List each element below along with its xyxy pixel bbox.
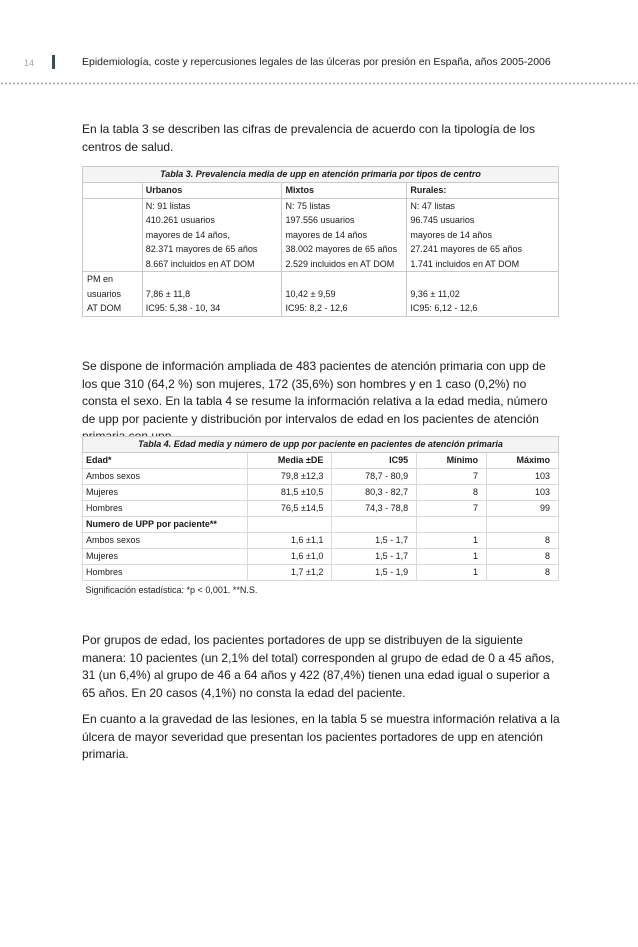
table3-info-row xyxy=(83,198,559,272)
table4-note-row xyxy=(83,581,559,599)
cell-line: PM en xyxy=(87,274,114,284)
cell-min: 1 xyxy=(417,533,487,549)
table3-header-empty xyxy=(83,183,143,199)
cell-mean: 79,8 ±12,3 xyxy=(247,469,332,485)
cell-line xyxy=(285,272,403,287)
table3-info-cell xyxy=(282,198,407,272)
table4-header-cell: Máximo xyxy=(487,453,559,469)
table3-header-cell: Rurales: xyxy=(407,183,559,199)
table4-header-cell: Edad* xyxy=(83,453,248,469)
table-row xyxy=(83,485,559,501)
cell-min: 1 xyxy=(417,549,487,565)
cell-ci: 78,7 - 80,9 xyxy=(332,469,417,485)
cell-ci: 80,3 - 82,7 xyxy=(332,485,417,501)
table3-caption-row xyxy=(83,167,559,183)
paragraph-patients-info: Se dispone de información ampliada de 483 pacientes de atención primaria con upp de los que 310 (64,2 %) son mujeres, 172 (35,6%) son hombres y en 1 caso (0,2%) no consta el sexo. En la tabla 4 se resume la información relativa a la edad media, número de upp por paciente y distribución por intervalos de edad en los pacientes de atención xyxy=(82,359,548,426)
table3-pm-row xyxy=(83,272,559,317)
cell-line: 8.667 incluidos en AT DOM xyxy=(145,258,255,269)
dotted-divider xyxy=(0,82,638,85)
cell-max: 8 xyxy=(487,565,559,581)
table4-caption: Tabla 4. Edad media y número de upp por paciente en pacientes de atención primaria xyxy=(83,437,559,453)
table-row xyxy=(83,533,559,549)
cell-max: 8 xyxy=(487,533,559,549)
pm-ci: IC95: 5,38 - 10, 34 xyxy=(145,303,221,313)
cell-max: 8 xyxy=(487,549,559,565)
table3-info-cell xyxy=(407,198,559,272)
empty-cell xyxy=(487,517,559,533)
table4-header-row xyxy=(83,453,559,469)
paragraph-age-groups: Por grupos de edad, los pacientes portadores de upp se distribuyen de la siguiente manera: 10 pacientes (un 2,1% del total) corresponden al grupo de edad de 0 a 45 años, 31 (un 6,4%) al grupo de 46 a 64 años y 422 (87,4%) tienen una edad igual o superior a 65 años. En 20 casos (4,1%) no consta la edad del paciente. xyxy=(82,633,555,700)
cell-mean: 1,7 ±1,2 xyxy=(247,565,332,581)
cell-mean: 1,6 ±1,1 xyxy=(247,533,332,549)
table4-note: Significación estadística: *p < 0,001. **N.S. xyxy=(85,585,258,595)
running-title: Epidemiología, coste y repercusiones legales de las úlceras por presión en España, años 2005-2006 xyxy=(82,56,551,68)
cell-line: 410.261 usuarios xyxy=(145,215,215,225)
empty-cell xyxy=(417,517,487,533)
cell-line: mayores de 14 años, xyxy=(145,229,230,240)
paragraph-intro-table3: En la tabla 3 se describen las cifras de prevalencia de acuerdo con la tipología de los centros de salud. xyxy=(82,122,535,154)
paragraph-severity: En cuanto a la gravedad de las lesiones, en la tabla 5 se muestra información relativa a la úlcera de mayor severidad que presentan los pacientes portadores de upp en atención primaria. xyxy=(82,712,560,761)
cell-min: 8 xyxy=(417,485,487,501)
table4-header-cell: Mínimo xyxy=(417,453,487,469)
table4-subheader-row xyxy=(83,517,559,533)
cell-ci: 1,5 - 1,9 xyxy=(332,565,417,581)
pm-mean: 10,42 ± 9,59 xyxy=(285,288,336,299)
table-row xyxy=(83,549,559,565)
pm-ci: IC95: 8,2 - 12,6 xyxy=(285,303,348,313)
pm-mean: 9,36 ± 11,02 xyxy=(410,288,460,299)
cell-ci: 74,3 - 78,8 xyxy=(332,501,417,517)
table3-header-row xyxy=(83,183,559,199)
cell-line: N: 75 listas xyxy=(285,200,331,211)
table-3 xyxy=(82,166,559,317)
table3-header-cell: Urbanos xyxy=(142,183,282,199)
table3-caption: Tabla 3. Prevalencia media de upp en atención primaria por tipos de centro xyxy=(83,167,559,183)
cell-ci: 1,5 - 1,7 xyxy=(332,533,417,549)
cell-line: AT DOM xyxy=(87,303,122,313)
cell-ci: 1,5 - 1,7 xyxy=(332,549,417,565)
empty-cell xyxy=(247,517,332,533)
table3-pm-cell xyxy=(407,272,559,317)
cell-mean: 1,6 ±1,0 xyxy=(247,549,332,565)
cell-line: 38.002 mayores de 65 años xyxy=(285,244,398,254)
cell-line: 96.745 usuarios xyxy=(410,215,475,225)
page-number: 14 xyxy=(24,58,35,68)
empty-cell xyxy=(332,517,417,533)
table4-caption-row xyxy=(83,437,559,453)
cell-line: mayores de 14 años xyxy=(410,229,492,240)
cell-min: 1 xyxy=(417,565,487,581)
table3-pm-cell xyxy=(282,272,407,317)
table-4 xyxy=(82,436,559,598)
cell-line xyxy=(410,272,555,287)
cell-mean: 76,5 ±14,5 xyxy=(247,501,332,517)
table-row xyxy=(83,501,559,517)
cell-min: 7 xyxy=(417,501,487,517)
cell-line: N: 47 listas xyxy=(410,200,455,211)
table3-header-cell: Mixtos xyxy=(282,183,407,199)
row-label: Ambos sexos xyxy=(83,533,248,549)
pm-ci: IC95: 6,12 - 12,6 xyxy=(410,303,478,313)
cell-line: N: 91 listas xyxy=(145,200,191,211)
cell-max: 103 xyxy=(487,469,559,485)
table4-header-cell: IC95 xyxy=(332,453,417,469)
cell-line: 2.529 incluidos en AT DOM xyxy=(285,258,395,269)
cell-line: 27.241 mayores de 65 años xyxy=(410,244,522,254)
table-row xyxy=(83,469,559,485)
cell-min: 7 xyxy=(417,469,487,485)
pm-mean: 7,86 ± 11,8 xyxy=(145,288,191,299)
cell-line: 82.371 mayores de 65 años xyxy=(145,244,258,254)
page-header xyxy=(0,52,638,74)
cell-line: mayores de 14 años xyxy=(285,229,368,240)
row-label: Hombres xyxy=(83,501,248,517)
cell-line xyxy=(146,272,279,287)
cell-line: 1.741 incluidos en AT DOM xyxy=(410,258,520,269)
row-label: Mujeres xyxy=(83,549,248,565)
table3-info-empty xyxy=(83,198,143,272)
cell-line: usuarios xyxy=(87,288,122,299)
cell-mean: 81,5 ±10,5 xyxy=(247,485,332,501)
table4-header-cell: Media ±DE xyxy=(247,453,332,469)
table3-pm-label xyxy=(83,272,143,317)
cell-line: 197.556 usuarios xyxy=(285,215,355,225)
header-accent-bar xyxy=(52,55,55,69)
cell-max: 103 xyxy=(487,485,559,501)
table3-info-cell xyxy=(142,198,282,272)
row-label: Hombres xyxy=(83,565,248,581)
table-row xyxy=(83,565,559,581)
table4-subheader: Numero de UPP por paciente** xyxy=(83,517,248,533)
row-label: Mujeres xyxy=(83,485,248,501)
row-label: Ambos sexos xyxy=(83,469,248,485)
table3-pm-cell xyxy=(142,272,282,317)
cell-max: 99 xyxy=(487,501,559,517)
